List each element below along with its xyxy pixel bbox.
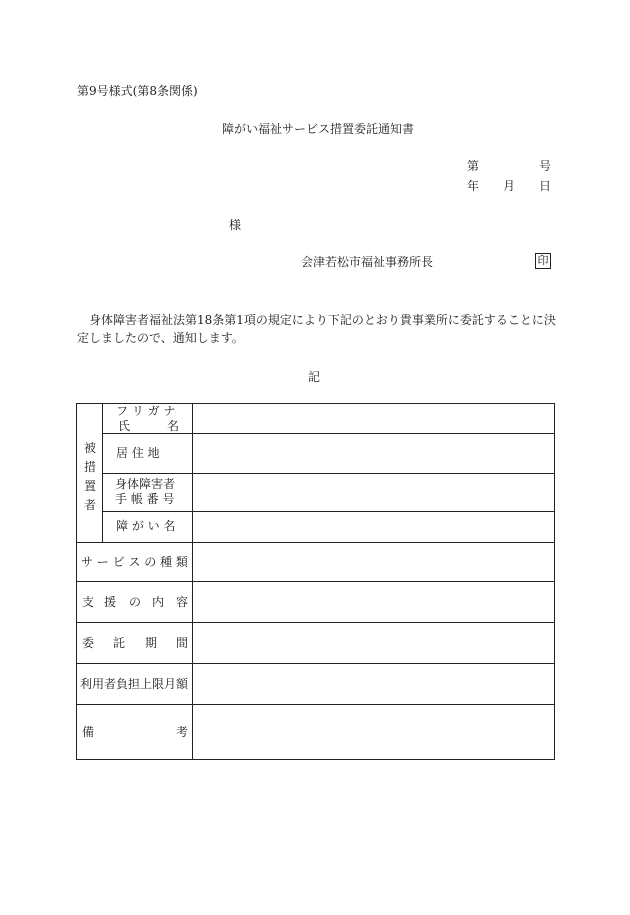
address-field[interactable] — [194, 435, 553, 473]
term-label-3: 期 — [145, 636, 158, 650]
remarks-field[interactable] — [194, 706, 553, 759]
name-label-2: 名 — [167, 419, 180, 433]
term-field[interactable] — [194, 624, 553, 663]
body-text-line-2: 定しましたので、通知します。 — [77, 331, 244, 345]
date-day-label: 日 — [539, 179, 552, 193]
ki-heading: 記 — [308, 370, 321, 384]
seal-mark: 印 — [535, 253, 551, 269]
issuer-name: 会津若松市福祉事務所長 — [301, 255, 434, 269]
support-label-4: 内 — [152, 595, 165, 609]
service-type-field[interactable] — [194, 544, 553, 581]
name-label-1: 氏 — [118, 419, 131, 433]
term-label-4: 間 — [176, 636, 189, 650]
term-label-2: 託 — [113, 636, 126, 650]
remarks-label-2: 考 — [176, 725, 189, 739]
furigana-label: フ リ ガ ナ — [116, 404, 176, 418]
date-month-label: 月 — [503, 179, 516, 193]
term-label-1: 委 — [82, 636, 95, 650]
techo-number-field[interactable] — [194, 475, 553, 511]
date-year-label: 年 — [467, 179, 480, 193]
disability-label: 障 が い 名 — [116, 519, 176, 533]
service-type-label: サ ー ビ ス の 種 類 — [81, 555, 188, 569]
body-text-line-1: 身体障害者福祉法第18条第1項の規定により下記のとおり貴事業所に委託することに決 — [89, 313, 556, 327]
copay-limit-field[interactable] — [194, 665, 553, 704]
support-content-field[interactable] — [194, 583, 553, 622]
support-label-2: 援 — [104, 595, 117, 609]
remarks-label-1: 備 — [82, 725, 95, 739]
addressee-honorific: 様 — [229, 218, 242, 232]
furigana-name-field[interactable] — [194, 405, 553, 433]
doc-number-suffix: 号 — [539, 159, 552, 173]
copay-limit-label: 利用者負担上限月額 — [80, 677, 189, 691]
support-label-5: 容 — [176, 595, 189, 609]
form-number: 第9号様式(第8条関係) — [77, 84, 198, 98]
disability-field[interactable] — [194, 513, 553, 542]
doc-number-prefix: 第 — [467, 159, 480, 173]
group-label-vertical: 被 措 置 者 — [83, 441, 96, 512]
techo-label-1: 身体障害者 — [115, 477, 176, 491]
support-label-3: の — [129, 595, 142, 609]
support-label-1: 支 — [82, 595, 95, 609]
techo-label-2: 手 帳 番 号 — [115, 492, 175, 506]
document-title: 障がい福祉サービス措置委託通知書 — [222, 122, 415, 136]
address-label: 居 住 地 — [116, 446, 160, 460]
